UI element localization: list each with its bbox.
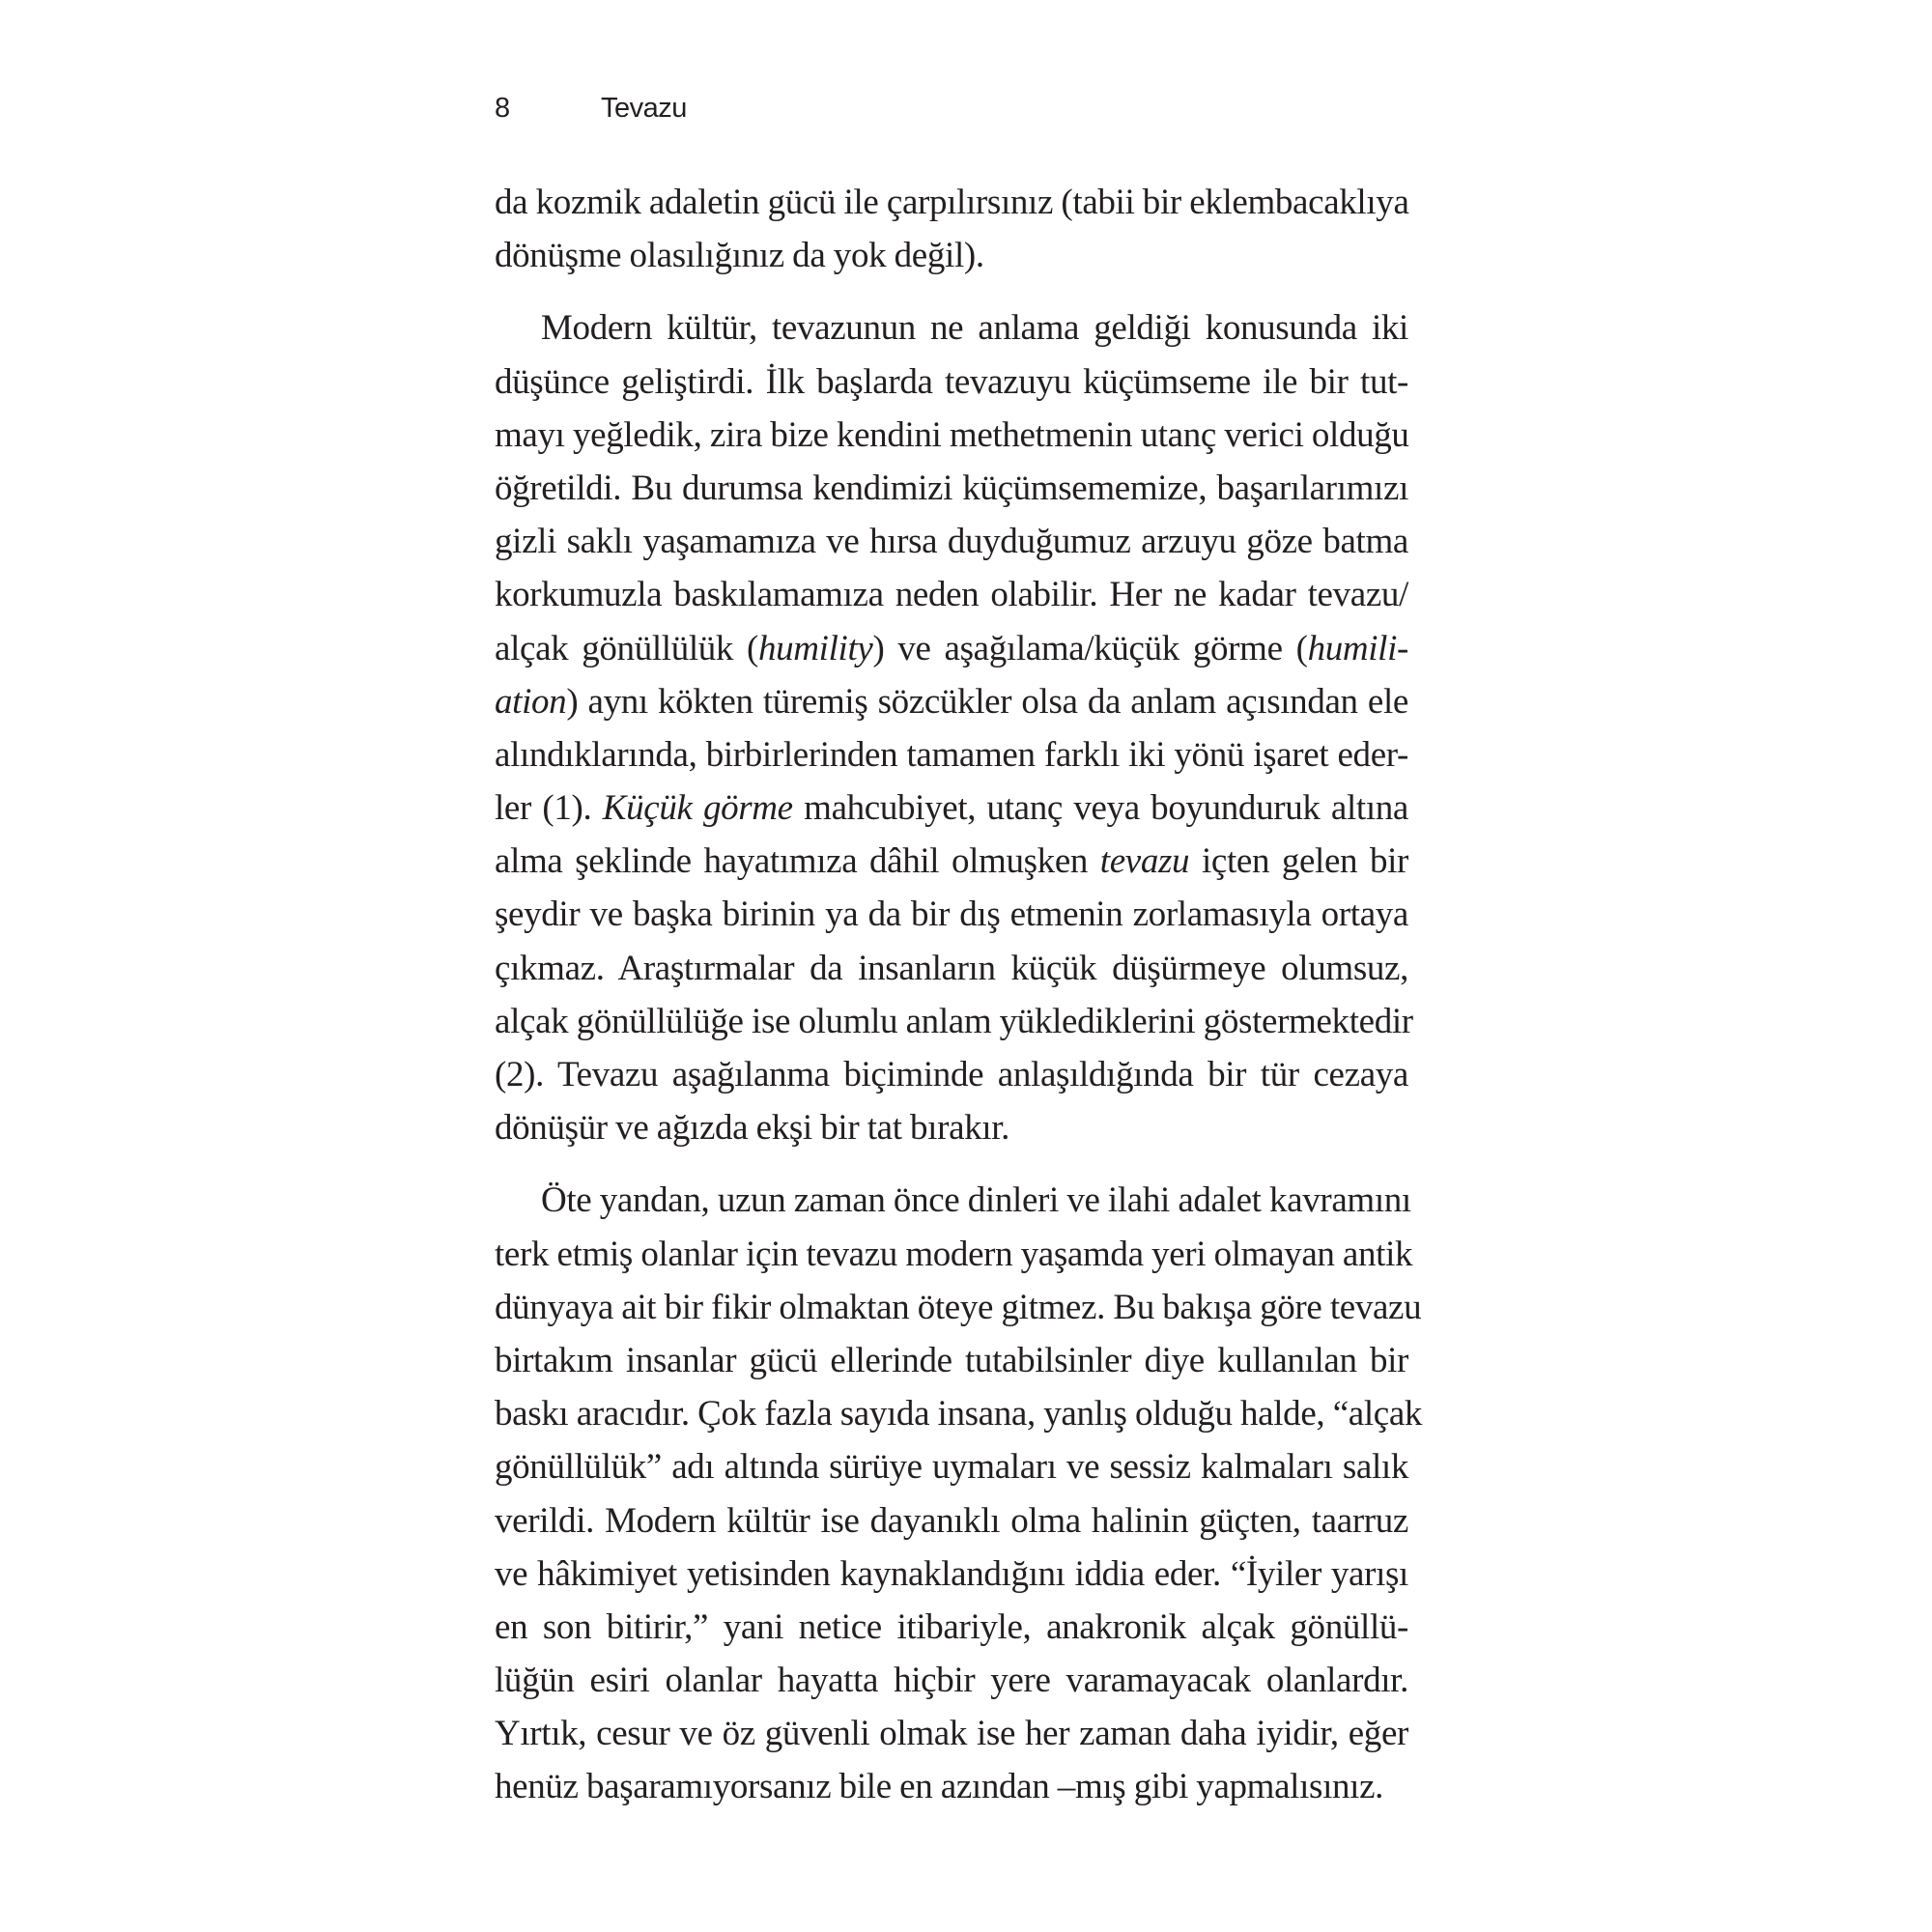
text-line: da kozmik adaletin gücü ile çarpılırsınız (tabii bir eklembacaklıya [495,183,1409,222]
text-line: korkumuzla baskılamamıza neden olabilir. Her ne kadar tevazu/ [495,575,1408,615]
running-head-title: Tevazu [601,93,687,124]
text-line: gizli saklı yaşamamıza ve hırsa duyduğumuz arzuyu göze batma [495,522,1408,562]
text-line: ve hâkimiyet yetisinden kaynaklandığını iddia eder. “İyiler yarışı [495,1553,1408,1594]
text-line: dünyaya ait bir fikir olmaktan öteye gitmez. Bu bakışa göre tevazu [495,1287,1422,1327]
paragraph [495,176,1408,282]
text-line: baskı aracıdır. Çok fazla sayıda insana, yanlış olduğu halde, “alçak [495,1394,1423,1435]
text-line: alma şeklinde hayatımıza dâhil olmuşken tevazu içten gelen bir [495,841,1408,882]
page-number: 8 [495,93,510,124]
text-line: dönüşür ve ağızda ekşi bir tat bırakır. [495,1108,1010,1149]
italic-term: humility [758,628,873,668]
text-line: alçak gönüllülük (humility) ve aşağılama/küçük görme (humili- [495,628,1408,668]
text-line: Öte yandan, uzun zaman önce dinleri ve ilahi adalet kavramını [541,1180,1411,1221]
italic-term: Küçük görme [602,788,793,829]
text-line: şeydir ve başka birinin ya da bir dış etmenin zorlamasıyla ortaya [495,895,1408,935]
text-line: birtakım insanlar gücü ellerinde tutabilsinler diye kullanılan bir [495,1340,1408,1380]
text-line: alçak gönüllülüğe ise olumlu anlam yüklediklerini göstermektedir [495,1001,1413,1041]
italic-term: humili- [1307,628,1408,668]
text-line: düşünce geliştirdi. İlk başlarda tevazuyu küçümseme ile bir tut- [495,361,1408,402]
paragraph [495,301,1413,1154]
text-line: henüz başaramıyorsanız bile en azından –mış gibi yapmalısınız. [495,1767,1384,1807]
text-line: gönüllülük” adı altında sürüye uymaları ve sessiz kalmaları salık [495,1447,1408,1488]
text-line: ler (1). Küçük görme mahcubiyet, utanç veya boyunduruk altına [495,788,1408,829]
text-line: verildi. Modern kültür ise dayanıklı olma halinin güçten, taarruz [495,1500,1408,1541]
text-line: mayı yeğledik, zira bize kendini methetmenin utanç verici olduğu [495,414,1409,455]
paragraph [495,1174,1423,1813]
text-line: Modern kültür, tevazunun ne anlama geldiği konusunda iki [541,308,1408,349]
italic-term: tevazu [1099,841,1190,882]
text-line: Yırtık, cesur ve öz güvenli olmak ise her zaman daha iyidir, eğer [495,1714,1408,1754]
text-line: alındıklarında, birbirlerinden tamamen farklı iki yönü işaret eder- [495,734,1408,775]
text-line: ation) aynı kökten türemiş sözcükler olsa da anlam açısından ele [495,681,1408,722]
running-head [495,93,1412,131]
text-line: (2). Tevazu aşağılanma biçiminde anlaşıldığında bir tür cezaya [495,1055,1408,1094]
italic-term: ation [495,681,567,722]
text-line: lüğün esiri olanlar hayatta hiçbir yere varamayacak olanlardır. [495,1661,1408,1701]
text-line: öğretildi. Bu durumsa kendimizi küçümsememize, başarılarımızı [495,468,1408,508]
body-text [495,176,1423,1814]
text-line: terk etmiş olanlar için tevazu modern yaşamda yeri olmayan antik [495,1234,1413,1274]
text-line: çıkmaz. Araştırmalar da insanların küçük düşürmeye olumsuz, [495,948,1408,988]
text-line: en son bitirir,” yani netice itibariyle, anakronik alçak gönüllü- [495,1606,1408,1647]
text-line: dönüşme olasılığınız da yok değil). [495,236,984,276]
